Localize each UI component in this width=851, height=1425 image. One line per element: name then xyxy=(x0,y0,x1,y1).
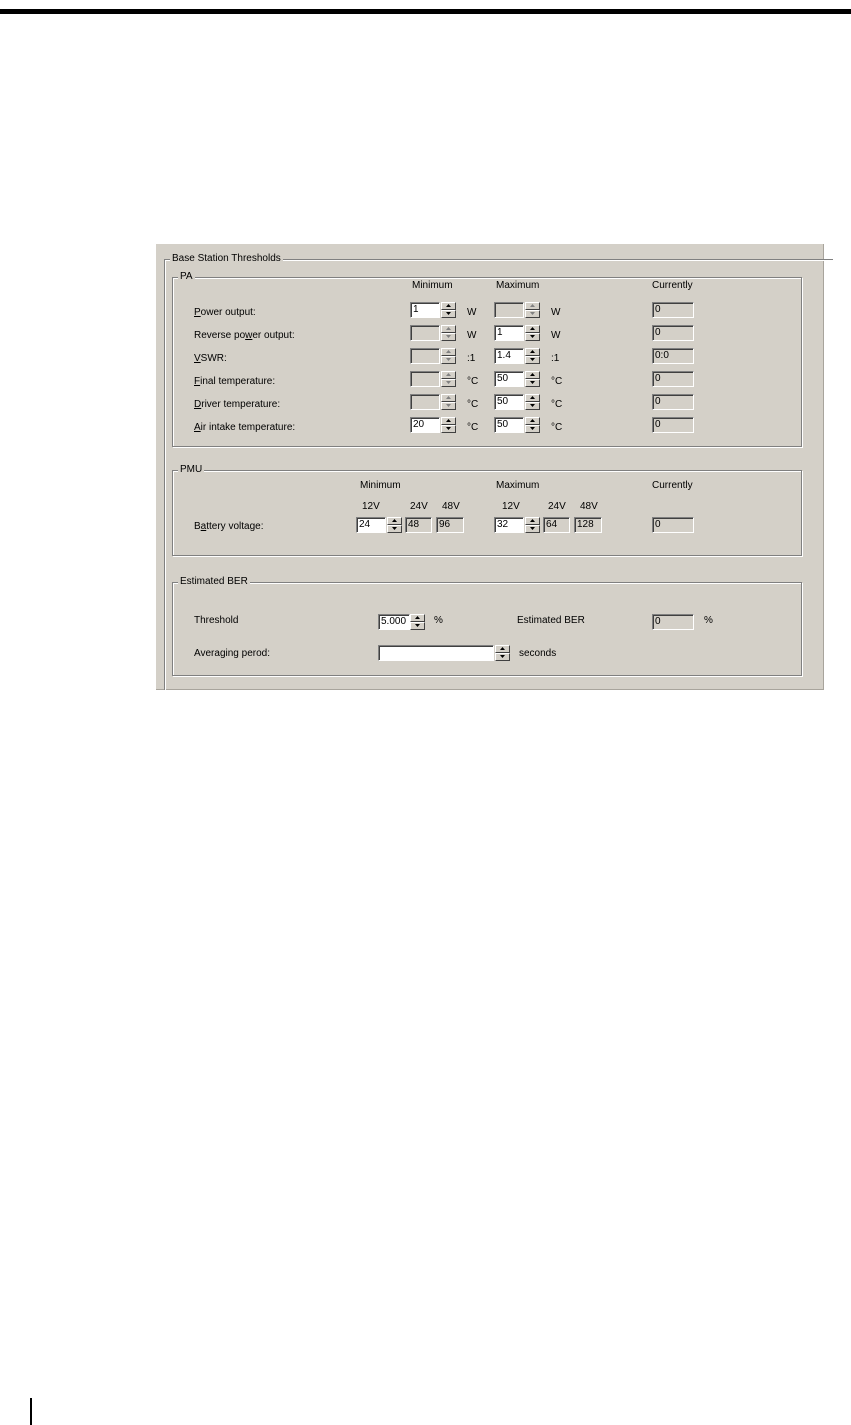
spin-down-icon[interactable] xyxy=(441,425,456,433)
battery-min-24v-value: 48 xyxy=(405,517,432,533)
driver-temp-max-input[interactable]: 50 xyxy=(494,394,524,410)
final-temp-current: 0 xyxy=(652,371,694,387)
battery-min-spinner[interactable] xyxy=(387,517,402,533)
battery-voltage-current: 0 xyxy=(652,517,694,533)
pmu-minimum-header: Minimum xyxy=(360,480,401,491)
reverse-power-min-spinner xyxy=(441,325,456,341)
air-intake-min-spinner[interactable] xyxy=(441,417,456,433)
driver-temp-current: 0 xyxy=(652,394,694,410)
threshold-unit: % xyxy=(434,615,443,626)
vswr-min-spinner xyxy=(441,348,456,364)
spin-down-icon[interactable] xyxy=(441,310,456,318)
final-temp-max-input[interactable]: 50 xyxy=(494,371,524,387)
driver-temp-max-spinner[interactable] xyxy=(525,394,540,410)
spin-up-icon[interactable] xyxy=(525,348,540,356)
spin-down-icon xyxy=(525,310,540,318)
air-intake-max-input[interactable]: 50 xyxy=(494,417,524,433)
reverse-power-max-unit: W xyxy=(551,330,561,341)
reverse-power-min-unit: W xyxy=(467,330,477,341)
vswr-current: 0:0 xyxy=(652,348,694,364)
pmu-group-title: PMU xyxy=(180,464,203,475)
pmu-currently-header: Currently xyxy=(652,480,693,491)
battery-min-48v-value: 96 xyxy=(436,517,464,533)
spin-up-icon[interactable] xyxy=(525,394,540,402)
min-48v-header: 48V xyxy=(442,501,460,512)
max-12v-header: 12V xyxy=(502,501,520,512)
averaging-period-unit: seconds xyxy=(519,648,557,659)
reverse-power-current: 0 xyxy=(652,325,694,341)
threshold-input[interactable]: 5.000 xyxy=(378,614,410,630)
power-output-min-spinner[interactable] xyxy=(441,302,456,318)
battery-max-spinner[interactable] xyxy=(525,517,540,533)
min-24v-header: 24V xyxy=(410,501,428,512)
base-station-thresholds-panel xyxy=(156,244,824,690)
vswr-max-input[interactable]: 1.4 xyxy=(494,348,524,364)
reverse-power-min-input xyxy=(410,325,440,341)
pa-minimum-header: Minimum xyxy=(412,280,453,291)
air-intake-max-unit: °C xyxy=(551,422,563,433)
final-temp-min-unit: °C xyxy=(467,376,479,387)
spin-up-icon xyxy=(441,348,456,356)
pa-group-title: PA xyxy=(180,271,193,282)
air-intake-max-spinner[interactable] xyxy=(525,417,540,433)
spin-up-icon[interactable] xyxy=(525,417,540,425)
spin-down-icon[interactable] xyxy=(525,525,540,533)
spin-up-icon[interactable] xyxy=(441,417,456,425)
averaging-period-label: Averaging perod: xyxy=(194,648,270,659)
air-intake-temperature-label: Air intake temperature: xyxy=(194,422,296,433)
spin-up-icon[interactable] xyxy=(441,302,456,310)
averaging-period-input[interactable] xyxy=(378,645,494,661)
estimated-ber-label: Estimated BER xyxy=(517,615,585,626)
driver-temperature-label: Driver temperature: xyxy=(194,399,281,410)
final-temp-min-spinner xyxy=(441,371,456,387)
battery-max-12v-input[interactable]: 32 xyxy=(494,517,524,533)
averaging-period-spinner[interactable] xyxy=(495,645,510,661)
power-output-current: 0 xyxy=(652,302,694,318)
spin-down-icon xyxy=(441,356,456,364)
spin-down-icon[interactable] xyxy=(495,653,510,661)
thresholds-group-title: Base Station Thresholds xyxy=(172,253,281,264)
battery-voltage-label: Battery voltage: xyxy=(194,521,264,532)
spin-up-icon[interactable] xyxy=(525,517,540,525)
power-output-max-input xyxy=(494,302,524,318)
vswr-label: VSWR: xyxy=(194,353,227,364)
air-intake-min-unit: °C xyxy=(467,422,479,433)
driver-temp-min-input xyxy=(410,394,440,410)
max-24v-header: 24V xyxy=(548,501,566,512)
spin-down-icon[interactable] xyxy=(525,333,540,341)
spin-down-icon[interactable] xyxy=(525,356,540,364)
spin-up-icon[interactable] xyxy=(387,517,402,525)
reverse-power-max-input[interactable]: 1 xyxy=(494,325,524,341)
spin-up-icon xyxy=(441,371,456,379)
reverse-power-max-spinner[interactable] xyxy=(525,325,540,341)
vswr-max-spinner[interactable] xyxy=(525,348,540,364)
pmu-maximum-header: Maximum xyxy=(496,480,540,491)
spin-down-icon xyxy=(441,402,456,410)
top-rule xyxy=(0,9,851,14)
power-output-max-unit: W xyxy=(551,307,561,318)
spin-up-icon xyxy=(441,325,456,333)
spin-up-icon[interactable] xyxy=(495,645,510,653)
power-output-label: Power output: xyxy=(194,307,256,318)
estimated-ber-value: 0 xyxy=(652,614,694,630)
battery-max-24v-value: 64 xyxy=(543,517,570,533)
min-12v-header: 12V xyxy=(362,501,380,512)
spin-down-icon[interactable] xyxy=(525,379,540,387)
battery-max-48v-value: 128 xyxy=(574,517,602,533)
air-intake-current: 0 xyxy=(652,417,694,433)
spin-down-icon[interactable] xyxy=(410,622,425,630)
power-output-min-unit: W xyxy=(467,307,477,318)
final-temp-max-unit: °C xyxy=(551,376,563,387)
final-temp-min-input xyxy=(410,371,440,387)
max-48v-header: 48V xyxy=(580,501,598,512)
driver-temp-min-unit: °C xyxy=(467,399,479,410)
spin-down-icon[interactable] xyxy=(387,525,402,533)
threshold-label: Threshold xyxy=(194,615,239,626)
power-output-min-input[interactable]: 1 xyxy=(410,302,440,318)
vswr-max-unit: :1 xyxy=(551,353,560,364)
battery-min-12v-input[interactable]: 24 xyxy=(356,517,386,533)
spin-up-icon[interactable] xyxy=(410,614,425,622)
spin-up-icon xyxy=(525,302,540,310)
power-output-max-spinner xyxy=(525,302,540,318)
pa-currently-header: Currently xyxy=(652,280,693,291)
spin-down-icon xyxy=(441,333,456,341)
ber-group-title: Estimated BER xyxy=(180,576,248,587)
spin-up-icon[interactable] xyxy=(525,371,540,379)
pa-maximum-header: Maximum xyxy=(496,280,540,291)
threshold-spinner[interactable] xyxy=(410,614,425,630)
driver-temp-max-unit: °C xyxy=(551,399,563,410)
vswr-min-unit: :1 xyxy=(467,353,476,364)
spin-up-icon[interactable] xyxy=(525,325,540,333)
margin-mark xyxy=(30,1398,32,1425)
estimated-ber-unit: % xyxy=(704,615,713,626)
final-temp-max-spinner[interactable] xyxy=(525,371,540,387)
driver-temp-min-spinner xyxy=(441,394,456,410)
air-intake-min-input[interactable]: 20 xyxy=(410,417,440,433)
spin-up-icon xyxy=(441,394,456,402)
ber-group-frame xyxy=(172,582,802,676)
spin-down-icon[interactable] xyxy=(525,402,540,410)
pmu-group-frame xyxy=(172,470,802,556)
vswr-min-input xyxy=(410,348,440,364)
reverse-power-output-label: Reverse power output: xyxy=(194,330,295,341)
spin-down-icon xyxy=(441,379,456,387)
final-temperature-label: Final temperature: xyxy=(194,376,276,387)
spin-down-icon[interactable] xyxy=(525,425,540,433)
